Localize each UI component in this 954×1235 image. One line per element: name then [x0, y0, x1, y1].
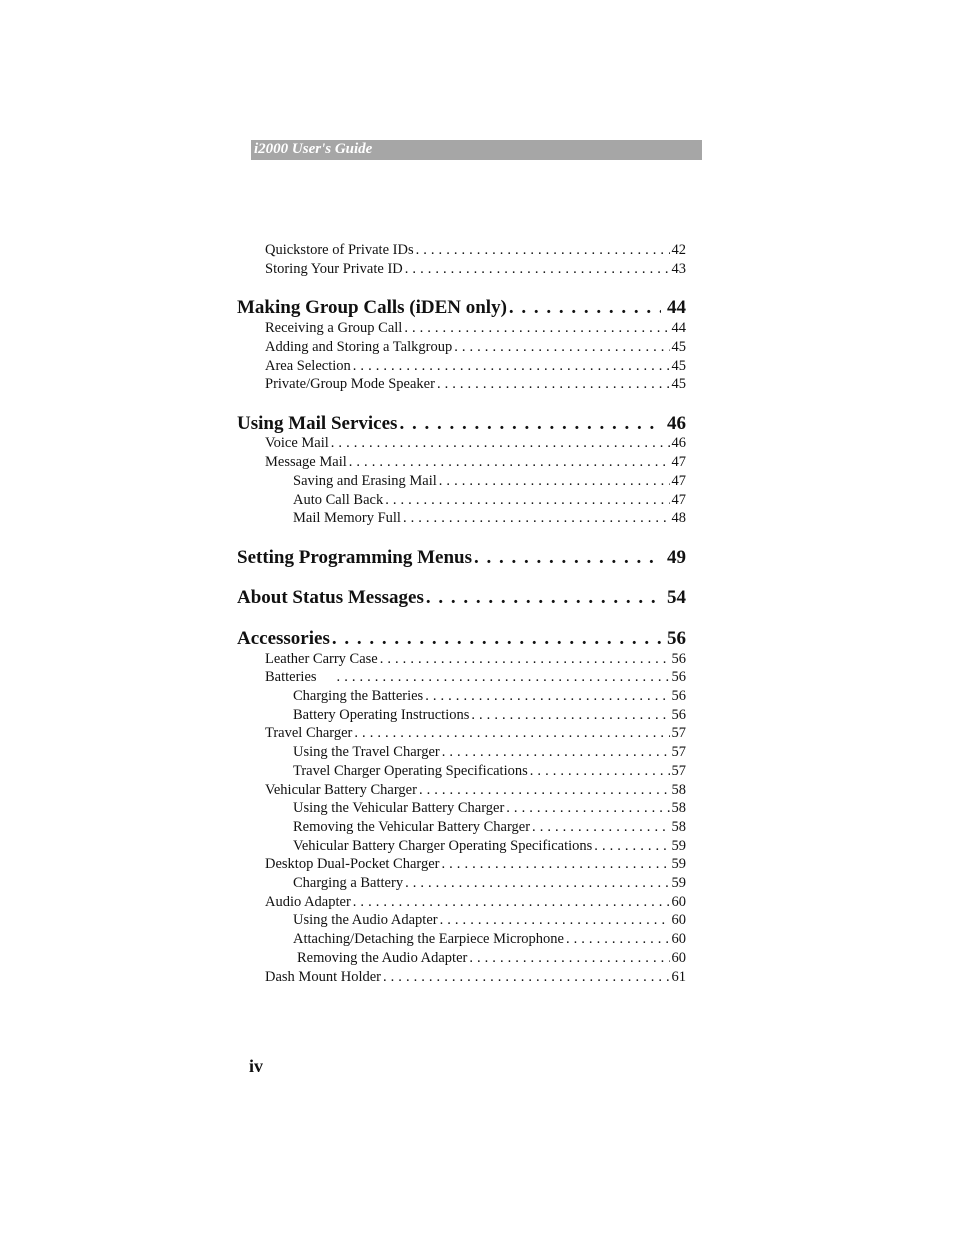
toc-entry-label: Message Mail [265, 454, 347, 470]
toc-leader [354, 724, 669, 743]
toc-leader [385, 491, 669, 510]
toc-section-page: 56 [667, 628, 686, 649]
toc-leader [383, 968, 670, 987]
toc-entry-label: Attaching/Detaching the Earpiece Microphone [293, 931, 564, 947]
toc-entry-label: Using the Vehicular Battery Charger [293, 800, 505, 816]
toc-entry-label: Desktop Dual-Pocket Charger [265, 856, 440, 872]
toc-leader [353, 357, 670, 376]
toc-entry-label: Quickstore of Private IDs [265, 242, 414, 258]
toc-leader [425, 687, 669, 706]
toc-leader [426, 586, 661, 610]
toc-entry-page: 43 [671, 261, 686, 277]
toc-entry-label: Vehicular Battery Charger [265, 782, 417, 798]
toc-entry-label: Auto Call Back [293, 492, 384, 508]
toc-entry [293, 472, 686, 491]
toc-entry-label: Leather Carry Case [265, 651, 378, 667]
toc-entry-label: Voice Mail [265, 435, 329, 451]
toc-entry-label: Vehicular Battery Charger Operating Specifications [293, 838, 593, 854]
toc-entry-page: 57 [671, 763, 686, 779]
toc-leader [532, 818, 669, 837]
toc-section-label: Setting Programming Menus [237, 547, 473, 568]
toc-entry-label: Dash Mount Holder [265, 969, 381, 985]
toc-entry-label: Removing the Vehicular Battery Charger [293, 819, 531, 835]
toc-leader [405, 874, 669, 893]
toc-leader [405, 260, 670, 279]
toc-leader [337, 668, 670, 687]
toc-entry-page: 45 [671, 339, 686, 355]
toc-entry [265, 781, 686, 800]
toc-entry-page: 59 [671, 838, 686, 854]
toc-entry [265, 453, 686, 472]
toc-section-page: 49 [667, 547, 686, 568]
toc-entry-page: 59 [671, 856, 686, 872]
toc-entry [265, 338, 686, 357]
running-header-title: i2000 User's Guide [254, 141, 373, 157]
toc-entry-page: 60 [671, 950, 686, 966]
toc-entry-label: Adding and Storing a Talkgroup [265, 339, 453, 355]
toc-entry [293, 687, 686, 706]
toc-entry-label: Mail Memory Full [293, 510, 401, 526]
toc-section-heading [237, 412, 686, 436]
toc-entry [293, 837, 686, 856]
toc-leader [442, 855, 670, 874]
toc-leader [474, 546, 661, 570]
toc-leader [509, 296, 661, 320]
toc-entry-label: Battery Operating Instructions [293, 707, 470, 723]
toc-entry-page: 46 [671, 435, 686, 451]
toc-leader [471, 706, 669, 725]
toc-section-heading [237, 546, 686, 570]
running-header-bar [251, 140, 702, 160]
toc-leader [566, 930, 670, 949]
toc-entry-page: 45 [671, 358, 686, 374]
toc-entry [265, 893, 686, 912]
toc-entry [293, 930, 686, 949]
toc-entry [293, 818, 686, 837]
toc-leader [530, 762, 670, 781]
toc-entry-label: Charging the Batteries [293, 688, 424, 704]
toc-entry [265, 375, 686, 394]
toc-entry-page: 47 [671, 492, 686, 508]
toc-leader [353, 893, 670, 912]
toc-leader [437, 375, 670, 394]
toc-entry-page: 45 [671, 376, 686, 392]
toc-section-page: 54 [667, 587, 686, 608]
toc-entry [293, 799, 686, 818]
toc-entry-label: Charging a Battery [293, 875, 404, 891]
toc-entry [265, 434, 686, 453]
toc-entry [265, 668, 686, 687]
toc-entry [293, 509, 686, 528]
toc-entry-page: 56 [671, 651, 686, 667]
toc-leader [594, 837, 669, 856]
toc-entry [265, 650, 686, 669]
toc-leader [469, 949, 669, 968]
toc-entry-page: 48 [671, 510, 686, 526]
toc-entry-label: Removing the Audio Adapter [297, 950, 468, 966]
toc-entry-label: Using the Audio Adapter [293, 912, 438, 928]
toc-leader [416, 241, 670, 260]
toc-entry-page: 56 [671, 669, 686, 685]
toc-section-heading [237, 586, 686, 610]
toc-entry [265, 260, 686, 279]
toc-entry-page: 47 [671, 473, 686, 489]
toc-leader [380, 650, 670, 669]
toc-leader [332, 627, 661, 651]
toc-entry-page: 58 [671, 800, 686, 816]
toc-section-page: 44 [667, 297, 686, 318]
toc-section-label: Accessories [237, 628, 330, 649]
toc-entry-label: Area Selection [265, 358, 351, 374]
toc-entry-page: 58 [671, 819, 686, 835]
toc-leader [440, 911, 670, 930]
toc-entry-label: Using the Travel Charger [293, 744, 440, 760]
toc-leader [439, 472, 670, 491]
toc-entry-page: 56 [671, 707, 686, 723]
toc-entry [293, 874, 686, 893]
toc-entry-label: Private/Group Mode Speaker [265, 376, 435, 392]
toc-section-heading [237, 296, 686, 320]
toc-entry-page: 59 [671, 875, 686, 891]
toc-entry-page: 58 [671, 782, 686, 798]
toc-entry-page: 57 [671, 725, 686, 741]
toc-entry-page: 60 [671, 912, 686, 928]
toc-entry-page: 44 [671, 320, 686, 336]
toc-entry [293, 491, 686, 510]
toc-entry-label: Travel Charger Operating Specifications [293, 763, 528, 779]
toc-entry-page: 47 [671, 454, 686, 470]
toc-entry-page: 60 [671, 894, 686, 910]
toc-section-label: Making Group Calls (iDEN only) [237, 297, 507, 318]
toc-leader [404, 319, 669, 338]
toc-entry-label: Saving and Erasing Mail [293, 473, 437, 489]
toc-leader [349, 453, 670, 472]
toc-entry-page: 60 [671, 931, 686, 947]
toc-entry [265, 241, 686, 260]
toc-entry-page: 42 [671, 242, 686, 258]
toc-entry-page: 57 [671, 744, 686, 760]
toc-section-label: About Status Messages [237, 587, 424, 608]
toc-entry-page: 61 [671, 969, 686, 985]
toc-section-heading [237, 627, 686, 651]
toc-leader [403, 509, 670, 528]
toc-entry-label: Travel Charger [265, 725, 353, 741]
toc-entry [265, 724, 686, 743]
toc-entry-label: Storing Your Private ID [265, 261, 403, 277]
toc-entry [265, 968, 686, 987]
page-number: iv [249, 1056, 264, 1076]
toc-leader [399, 412, 661, 436]
toc-entry [293, 706, 686, 725]
toc-entry-label: Audio Adapter [265, 894, 351, 910]
toc-leader [419, 781, 670, 800]
toc-entry-page: 56 [671, 688, 686, 704]
toc-entry-label: Receiving a Group Call [265, 320, 403, 336]
toc-leader [442, 743, 670, 762]
toc-entry [297, 949, 686, 968]
toc-section-page: 46 [667, 413, 686, 434]
toc-leader [506, 799, 669, 818]
toc-entry [265, 855, 686, 874]
toc-entry [293, 911, 686, 930]
toc-entry [293, 743, 686, 762]
toc-entry [265, 357, 686, 376]
toc-leader [331, 434, 670, 453]
toc-entry-label: Batteries [265, 669, 317, 685]
toc-leader [454, 338, 669, 357]
toc-entry [265, 319, 686, 338]
toc-entry [293, 762, 686, 781]
toc-section-label: Using Mail Services [237, 413, 398, 434]
